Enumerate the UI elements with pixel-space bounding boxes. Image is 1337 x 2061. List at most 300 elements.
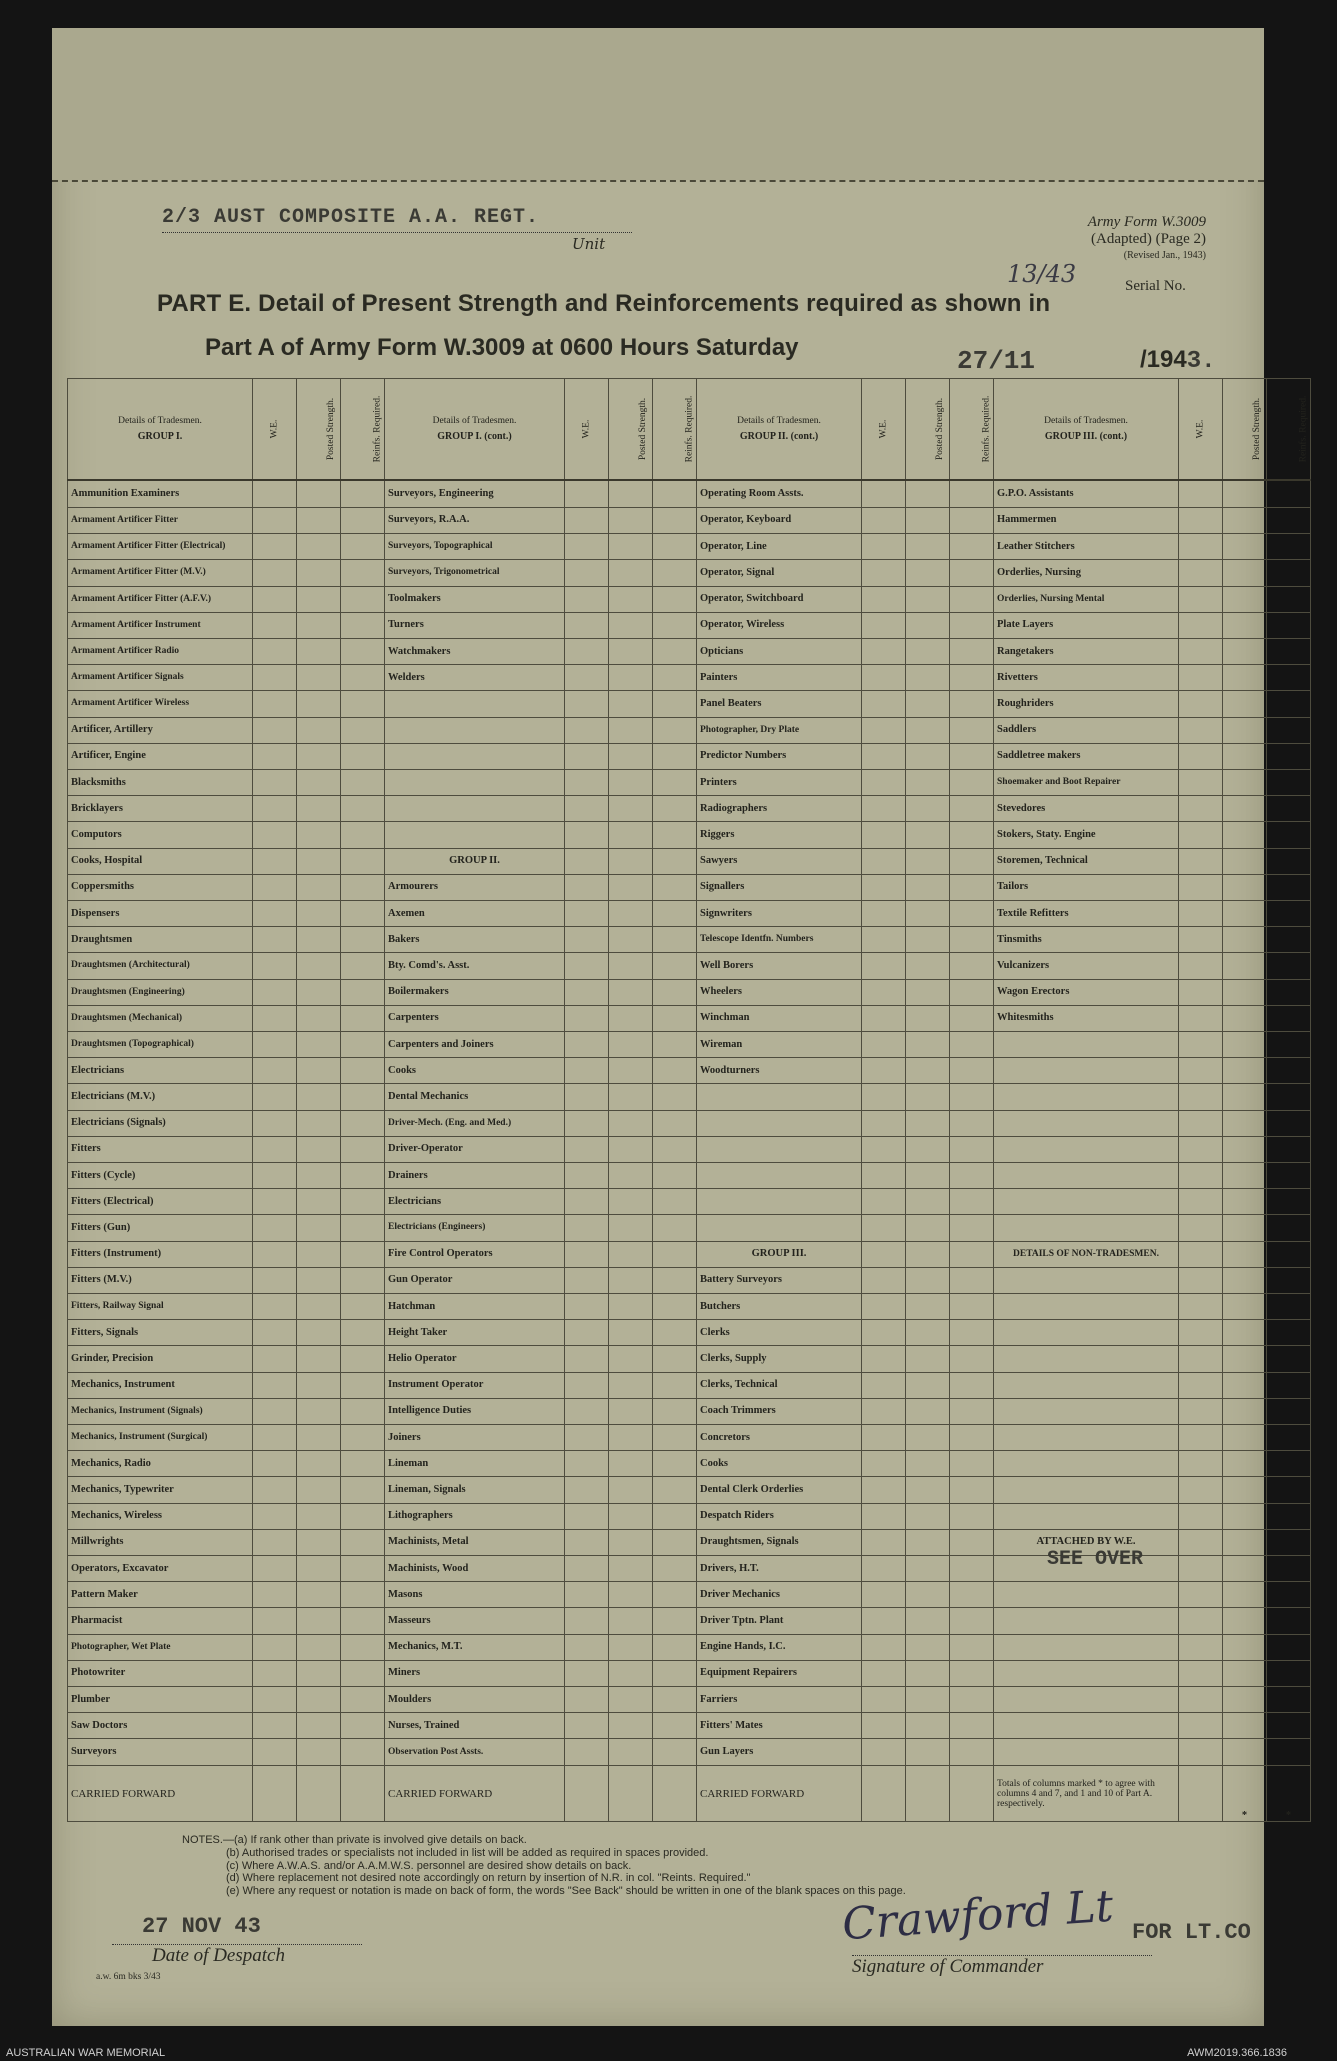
entry-cell[interactable] [862, 1058, 906, 1084]
entry-cell[interactable] [297, 1425, 341, 1451]
entry-cell[interactable] [1223, 1660, 1267, 1686]
entry-cell[interactable] [341, 874, 385, 900]
entry-cell[interactable] [565, 1398, 609, 1424]
entry-cell[interactable] [565, 1031, 609, 1057]
entry-cell[interactable] [253, 1503, 297, 1529]
entry-cell[interactable] [1267, 1005, 1311, 1031]
entry-cell[interactable] [565, 1372, 609, 1398]
entry-cell[interactable] [1179, 743, 1223, 769]
entry-cell[interactable] [609, 953, 653, 979]
entry-cell[interactable] [1179, 1215, 1223, 1241]
entry-cell[interactable] [253, 1739, 297, 1766]
entry-cell[interactable] [253, 1084, 297, 1110]
entry-cell[interactable] [341, 1293, 385, 1319]
entry-cell[interactable] [653, 1451, 697, 1477]
total-star-cell[interactable]: * [1267, 1766, 1311, 1822]
entry-cell[interactable] [565, 1713, 609, 1739]
entry-cell[interactable] [950, 1766, 994, 1822]
entry-cell[interactable] [1179, 953, 1223, 979]
entry-cell[interactable] [253, 1766, 297, 1822]
entry-cell[interactable] [609, 1162, 653, 1188]
entry-cell[interactable] [609, 822, 653, 848]
entry-cell[interactable] [609, 586, 653, 612]
entry-cell[interactable] [862, 1189, 906, 1215]
entry-cell[interactable] [253, 1687, 297, 1713]
entry-cell[interactable] [906, 1739, 950, 1766]
entry-cell[interactable] [653, 1293, 697, 1319]
entry-cell[interactable] [1223, 822, 1267, 848]
entry-cell[interactable] [609, 612, 653, 638]
entry-cell[interactable] [341, 480, 385, 507]
entry-cell[interactable] [1179, 1372, 1223, 1398]
entry-cell[interactable] [297, 586, 341, 612]
entry-cell[interactable] [565, 1084, 609, 1110]
entry-cell[interactable] [950, 769, 994, 795]
entry-cell[interactable] [862, 665, 906, 691]
entry-cell[interactable] [297, 1058, 341, 1084]
entry-cell[interactable] [1267, 769, 1311, 795]
entry-cell[interactable] [862, 1582, 906, 1608]
entry-cell[interactable] [1223, 927, 1267, 953]
entry-cell[interactable] [297, 1293, 341, 1319]
entry-cell[interactable] [341, 1215, 385, 1241]
entry-cell[interactable] [906, 1110, 950, 1136]
entry-cell[interactable] [297, 874, 341, 900]
entry-cell[interactable] [862, 638, 906, 664]
entry-cell[interactable] [297, 1582, 341, 1608]
entry-cell[interactable] [253, 1529, 297, 1555]
entry-cell[interactable] [1223, 586, 1267, 612]
entry-cell[interactable] [950, 1739, 994, 1766]
entry-cell[interactable] [297, 1687, 341, 1713]
entry-cell[interactable] [653, 796, 697, 822]
entry-cell[interactable] [950, 480, 994, 507]
entry-cell[interactable] [297, 534, 341, 560]
entry-cell[interactable] [297, 717, 341, 743]
entry-cell[interactable] [253, 1267, 297, 1293]
entry-cell[interactable] [950, 1189, 994, 1215]
entry-cell[interactable] [1267, 796, 1311, 822]
entry-cell[interactable] [1223, 638, 1267, 664]
entry-cell[interactable] [253, 1477, 297, 1503]
entry-cell[interactable] [906, 1451, 950, 1477]
entry-cell[interactable] [297, 1372, 341, 1398]
entry-cell[interactable] [653, 1372, 697, 1398]
entry-cell[interactable] [1179, 979, 1223, 1005]
entry-cell[interactable] [341, 1136, 385, 1162]
entry-cell[interactable] [1223, 848, 1267, 874]
entry-cell[interactable] [1179, 612, 1223, 638]
entry-cell[interactable] [906, 1215, 950, 1241]
entry-cell[interactable] [950, 1058, 994, 1084]
entry-cell[interactable] [862, 586, 906, 612]
entry-cell[interactable] [565, 1136, 609, 1162]
entry-cell[interactable] [609, 1451, 653, 1477]
entry-cell[interactable] [609, 1293, 653, 1319]
entry-cell[interactable] [253, 1136, 297, 1162]
entry-cell[interactable] [1179, 874, 1223, 900]
entry-cell[interactable] [1179, 1084, 1223, 1110]
entry-cell[interactable] [1267, 534, 1311, 560]
entry-cell[interactable] [297, 560, 341, 586]
entry-cell[interactable] [862, 1503, 906, 1529]
entry-cell[interactable] [906, 1687, 950, 1713]
entry-cell[interactable] [906, 796, 950, 822]
entry-cell[interactable] [906, 1346, 950, 1372]
entry-cell[interactable] [862, 1713, 906, 1739]
entry-cell[interactable] [341, 1320, 385, 1346]
entry-cell[interactable] [565, 1608, 609, 1634]
entry-cell[interactable] [862, 900, 906, 926]
entry-cell[interactable] [950, 874, 994, 900]
entry-cell[interactable] [565, 1110, 609, 1136]
entry-cell[interactable] [862, 1766, 906, 1822]
entry-cell[interactable] [609, 1320, 653, 1346]
entry-cell[interactable] [862, 979, 906, 1005]
entry-cell[interactable] [341, 953, 385, 979]
entry-cell[interactable] [253, 796, 297, 822]
entry-cell[interactable] [1179, 1189, 1223, 1215]
entry-cell[interactable] [950, 1529, 994, 1555]
entry-cell[interactable] [653, 1739, 697, 1766]
entry-cell[interactable] [653, 1084, 697, 1110]
entry-cell[interactable] [653, 480, 697, 507]
entry-cell[interactable] [862, 612, 906, 638]
entry-cell[interactable] [1179, 848, 1223, 874]
entry-cell[interactable] [253, 638, 297, 664]
entry-cell[interactable] [1267, 1687, 1311, 1713]
entry-cell[interactable] [906, 1398, 950, 1424]
entry-cell[interactable] [862, 1398, 906, 1424]
entry-cell[interactable] [1179, 1005, 1223, 1031]
entry-cell[interactable] [253, 1425, 297, 1451]
entry-cell[interactable] [906, 1005, 950, 1031]
entry-cell[interactable] [609, 1372, 653, 1398]
entry-cell[interactable] [297, 507, 341, 533]
entry-cell[interactable] [1267, 1608, 1311, 1634]
entry-cell[interactable] [1179, 796, 1223, 822]
entry-cell[interactable] [253, 612, 297, 638]
entry-cell[interactable] [1223, 1425, 1267, 1451]
entry-cell[interactable] [653, 612, 697, 638]
entry-cell[interactable] [862, 1346, 906, 1372]
entry-cell[interactable] [653, 1529, 697, 1555]
entry-cell[interactable] [565, 1451, 609, 1477]
entry-cell[interactable] [1267, 1529, 1311, 1555]
entry-cell[interactable] [950, 1687, 994, 1713]
entry-cell[interactable] [609, 1687, 653, 1713]
entry-cell[interactable] [862, 717, 906, 743]
entry-cell[interactable] [1179, 822, 1223, 848]
entry-cell[interactable] [297, 1556, 341, 1582]
entry-cell[interactable] [609, 769, 653, 795]
entry-cell[interactable] [609, 1739, 653, 1766]
entry-cell[interactable] [653, 1136, 697, 1162]
entry-cell[interactable] [950, 979, 994, 1005]
entry-cell[interactable] [653, 1058, 697, 1084]
entry-cell[interactable] [906, 1031, 950, 1057]
entry-cell[interactable] [1223, 1503, 1267, 1529]
entry-cell[interactable] [565, 979, 609, 1005]
entry-cell[interactable] [565, 534, 609, 560]
entry-cell[interactable] [1223, 1608, 1267, 1634]
entry-cell[interactable] [1179, 665, 1223, 691]
entry-cell[interactable] [1267, 1346, 1311, 1372]
entry-cell[interactable] [609, 1634, 653, 1660]
entry-cell[interactable] [297, 1477, 341, 1503]
entry-cell[interactable] [565, 900, 609, 926]
entry-cell[interactable] [906, 927, 950, 953]
entry-cell[interactable] [1267, 1503, 1311, 1529]
entry-cell[interactable] [950, 1398, 994, 1424]
entry-cell[interactable] [609, 665, 653, 691]
entry-cell[interactable] [609, 1346, 653, 1372]
entry-cell[interactable] [906, 900, 950, 926]
entry-cell[interactable] [341, 1556, 385, 1582]
entry-cell[interactable] [862, 953, 906, 979]
entry-cell[interactable] [609, 1713, 653, 1739]
entry-cell[interactable] [253, 1713, 297, 1739]
entry-cell[interactable] [1179, 534, 1223, 560]
entry-cell[interactable] [341, 979, 385, 1005]
entry-cell[interactable] [609, 796, 653, 822]
entry-cell[interactable] [565, 743, 609, 769]
entry-cell[interactable] [253, 1110, 297, 1136]
entry-cell[interactable] [653, 927, 697, 953]
entry-cell[interactable] [1179, 1110, 1223, 1136]
entry-cell[interactable] [297, 769, 341, 795]
entry-cell[interactable] [862, 1451, 906, 1477]
entry-cell[interactable] [862, 1005, 906, 1031]
entry-cell[interactable] [1223, 769, 1267, 795]
entry-cell[interactable] [653, 1766, 697, 1822]
entry-cell[interactable] [862, 1215, 906, 1241]
entry-cell[interactable] [862, 534, 906, 560]
entry-cell[interactable] [609, 1189, 653, 1215]
entry-cell[interactable] [1179, 900, 1223, 926]
entry-cell[interactable] [906, 848, 950, 874]
entry-cell[interactable] [653, 1267, 697, 1293]
entry-cell[interactable] [341, 1084, 385, 1110]
entry-cell[interactable] [862, 874, 906, 900]
entry-cell[interactable] [1267, 1713, 1311, 1739]
entry-cell[interactable] [1223, 1398, 1267, 1424]
entry-cell[interactable] [1223, 480, 1267, 507]
entry-cell[interactable] [1179, 1241, 1223, 1267]
entry-cell[interactable] [565, 1162, 609, 1188]
entry-cell[interactable] [653, 1215, 697, 1241]
entry-cell[interactable] [653, 900, 697, 926]
entry-cell[interactable] [653, 743, 697, 769]
entry-cell[interactable] [253, 1215, 297, 1241]
entry-cell[interactable] [609, 1398, 653, 1424]
entry-cell[interactable] [653, 560, 697, 586]
entry-cell[interactable] [609, 1084, 653, 1110]
entry-cell[interactable] [297, 1267, 341, 1293]
entry-cell[interactable] [653, 1556, 697, 1582]
entry-cell[interactable] [862, 1608, 906, 1634]
entry-cell[interactable] [1267, 1136, 1311, 1162]
entry-cell[interactable] [297, 1346, 341, 1372]
entry-cell[interactable] [253, 717, 297, 743]
entry-cell[interactable] [653, 1503, 697, 1529]
entry-cell[interactable] [1267, 1215, 1311, 1241]
entry-cell[interactable] [565, 1293, 609, 1319]
entry-cell[interactable] [1179, 1058, 1223, 1084]
entry-cell[interactable] [609, 1241, 653, 1267]
entry-cell[interactable] [950, 1660, 994, 1686]
entry-cell[interactable] [906, 1267, 950, 1293]
entry-cell[interactable] [1223, 612, 1267, 638]
entry-cell[interactable] [906, 1425, 950, 1451]
entry-cell[interactable] [950, 848, 994, 874]
entry-cell[interactable] [1223, 796, 1267, 822]
entry-cell[interactable] [297, 1529, 341, 1555]
entry-cell[interactable] [609, 480, 653, 507]
entry-cell[interactable] [1223, 1241, 1267, 1267]
entry-cell[interactable] [341, 1451, 385, 1477]
entry-cell[interactable] [950, 1425, 994, 1451]
entry-cell[interactable] [1179, 927, 1223, 953]
entry-cell[interactable] [1223, 1687, 1267, 1713]
entry-cell[interactable] [341, 1739, 385, 1766]
entry-cell[interactable] [1223, 1267, 1267, 1293]
entry-cell[interactable] [653, 979, 697, 1005]
entry-cell[interactable] [950, 612, 994, 638]
entry-cell[interactable] [950, 1215, 994, 1241]
entry-cell[interactable] [253, 1162, 297, 1188]
entry-cell[interactable] [253, 1556, 297, 1582]
entry-cell[interactable] [1223, 743, 1267, 769]
entry-cell[interactable] [862, 1660, 906, 1686]
entry-cell[interactable] [565, 665, 609, 691]
entry-cell[interactable] [253, 953, 297, 979]
entry-cell[interactable] [1267, 1660, 1311, 1686]
entry-cell[interactable] [253, 1189, 297, 1215]
entry-cell[interactable] [950, 1608, 994, 1634]
entry-cell[interactable] [565, 1687, 609, 1713]
entry-cell[interactable] [341, 927, 385, 953]
entry-cell[interactable] [950, 1503, 994, 1529]
entry-cell[interactable] [950, 927, 994, 953]
entry-cell[interactable] [253, 1372, 297, 1398]
entry-cell[interactable] [1267, 1267, 1311, 1293]
entry-cell[interactable] [1179, 1556, 1223, 1582]
entry-cell[interactable] [906, 480, 950, 507]
entry-cell[interactable] [565, 1425, 609, 1451]
entry-cell[interactable] [253, 743, 297, 769]
entry-cell[interactable] [253, 691, 297, 717]
entry-cell[interactable] [950, 691, 994, 717]
entry-cell[interactable] [565, 796, 609, 822]
entry-cell[interactable] [609, 979, 653, 1005]
entry-cell[interactable] [565, 1005, 609, 1031]
entry-cell[interactable] [297, 1162, 341, 1188]
entry-cell[interactable] [341, 1608, 385, 1634]
entry-cell[interactable] [565, 1582, 609, 1608]
entry-cell[interactable] [950, 1582, 994, 1608]
entry-cell[interactable] [1267, 691, 1311, 717]
entry-cell[interactable] [1223, 1451, 1267, 1477]
entry-cell[interactable] [906, 1608, 950, 1634]
entry-cell[interactable] [609, 1267, 653, 1293]
entry-cell[interactable] [906, 1556, 950, 1582]
entry-cell[interactable] [609, 1215, 653, 1241]
entry-cell[interactable] [862, 927, 906, 953]
entry-cell[interactable] [1179, 1687, 1223, 1713]
entry-cell[interactable] [1223, 1739, 1267, 1766]
entry-cell[interactable] [1179, 1582, 1223, 1608]
entry-cell[interactable] [253, 1660, 297, 1686]
entry-cell[interactable] [1267, 612, 1311, 638]
entry-cell[interactable] [565, 1241, 609, 1267]
entry-cell[interactable] [862, 1320, 906, 1346]
entry-cell[interactable] [1223, 665, 1267, 691]
entry-cell[interactable] [341, 534, 385, 560]
entry-cell[interactable] [565, 691, 609, 717]
entry-cell[interactable] [297, 665, 341, 691]
entry-cell[interactable] [1223, 1084, 1267, 1110]
entry-cell[interactable] [950, 1346, 994, 1372]
entry-cell[interactable] [341, 1162, 385, 1188]
entry-cell[interactable] [950, 665, 994, 691]
entry-cell[interactable] [1267, 822, 1311, 848]
entry-cell[interactable] [565, 1634, 609, 1660]
entry-cell[interactable] [565, 1660, 609, 1686]
entry-cell[interactable] [1179, 1136, 1223, 1162]
entry-cell[interactable] [1267, 1293, 1311, 1319]
entry-cell[interactable] [653, 1660, 697, 1686]
entry-cell[interactable] [906, 1766, 950, 1822]
entry-cell[interactable] [297, 1084, 341, 1110]
entry-cell[interactable] [950, 1293, 994, 1319]
entry-cell[interactable] [950, 1162, 994, 1188]
entry-cell[interactable] [906, 1293, 950, 1319]
entry-cell[interactable] [950, 717, 994, 743]
entry-cell[interactable] [653, 1582, 697, 1608]
entry-cell[interactable] [862, 691, 906, 717]
entry-cell[interactable] [297, 1713, 341, 1739]
entry-cell[interactable] [1267, 1162, 1311, 1188]
entry-cell[interactable] [1223, 1215, 1267, 1241]
entry-cell[interactable] [1267, 638, 1311, 664]
entry-cell[interactable] [565, 1189, 609, 1215]
entry-cell[interactable] [341, 796, 385, 822]
entry-cell[interactable] [950, 1713, 994, 1739]
entry-cell[interactable] [862, 769, 906, 795]
entry-cell[interactable] [950, 638, 994, 664]
entry-cell[interactable] [950, 1477, 994, 1503]
entry-cell[interactable] [862, 480, 906, 507]
entry-cell[interactable] [341, 691, 385, 717]
entry-cell[interactable] [1223, 534, 1267, 560]
entry-cell[interactable] [1267, 1398, 1311, 1424]
entry-cell[interactable] [609, 1608, 653, 1634]
entry-cell[interactable] [1267, 665, 1311, 691]
entry-cell[interactable] [297, 638, 341, 664]
entry-cell[interactable] [297, 1005, 341, 1031]
entry-cell[interactable] [862, 1110, 906, 1136]
entry-cell[interactable] [297, 1398, 341, 1424]
entry-cell[interactable] [253, 1451, 297, 1477]
entry-cell[interactable] [653, 691, 697, 717]
entry-cell[interactable] [653, 1398, 697, 1424]
entry-cell[interactable] [862, 1556, 906, 1582]
entry-cell[interactable] [906, 1634, 950, 1660]
entry-cell[interactable] [862, 743, 906, 769]
entry-cell[interactable] [906, 1503, 950, 1529]
entry-cell[interactable] [1267, 848, 1311, 874]
